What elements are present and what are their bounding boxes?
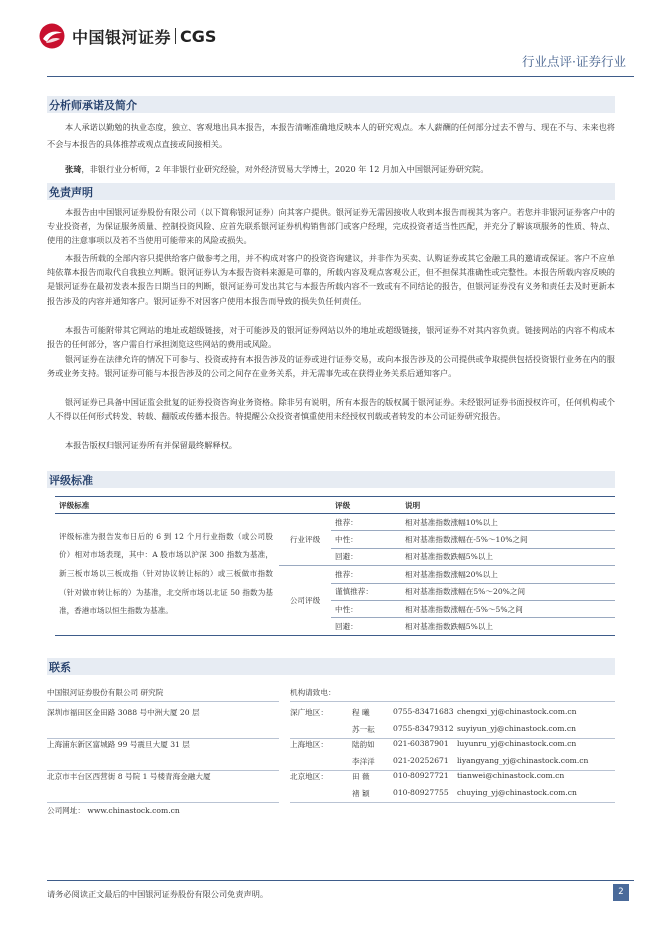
- contact-phone: 021-20252671: [393, 756, 449, 765]
- column-header: 说明: [401, 497, 615, 514]
- contact-name: 陆韵如: [352, 740, 375, 749]
- rating-explanation: 相对基准指数涨幅10%以上: [401, 514, 615, 531]
- contact-phone: 021-60387901: [393, 739, 449, 748]
- disclaimer-paragraph: 银河证券在法律允许的情况下可参与、投资或持有本报告涉及的证券或进行证券交易，或向本报告涉及的公司提供或争取提供包括投资银行业务在内的服务或业务支持。银河证券可能与本报告涉及的公司之间存在业务关系，并无需事先或在获得业务关系后通知客户。: [47, 354, 615, 379]
- divider: [47, 701, 279, 702]
- rating-level: 推荐：: [331, 566, 401, 583]
- rating-category: 公司评级: [279, 566, 331, 636]
- rating-description: 评级标准为报告发布日后的 6 到 12 个月行业指数（或公司股价）相对市场表现，其中：A 股市场以沪深 300 指数为基准，新三板市场以三板成指（针对协议转让标的）或三板做市指数（针对做市转让标的）为基准，北交所市场以北证 50 指数为基准，香港市场以恒生指数为基准。: [55, 514, 279, 636]
- rating-table: [55, 496, 615, 636]
- cgs-logo-icon: [38, 22, 66, 50]
- company-website[interactable]: 公司网址： www.chinastock.com.cn: [47, 806, 180, 815]
- contact-email[interactable]: tianwei@chinastock.com.cn: [457, 771, 565, 780]
- column-header: 评级: [331, 497, 401, 514]
- rating-level: 谨慎推荐：: [331, 583, 401, 600]
- contact-email[interactable]: liyangyang_yj@chinastock.com.cn: [457, 756, 589, 765]
- contact-name: 苏一耘: [352, 725, 375, 734]
- contact-email[interactable]: suyiyun_yj@chinastock.com.cn: [457, 724, 576, 733]
- contact-name: 李洋洋: [352, 757, 375, 766]
- rating-category: 行业评级: [279, 514, 331, 566]
- contact-email[interactable]: chengxi_yj@chinastock.com.cn: [457, 707, 577, 716]
- contact-row: [47, 805, 615, 822]
- contact-phone: 0755-83471683: [393, 707, 454, 716]
- contact-name: 田 薇: [352, 772, 370, 781]
- page-number: 2: [613, 884, 629, 901]
- office-city: 北京地区：: [290, 772, 328, 781]
- page-header: [0, 0, 662, 82]
- contact-email[interactable]: luyunru_yj@chinastock.com.cn: [457, 739, 577, 748]
- section-title: 分析师承诺及简介: [49, 99, 137, 112]
- divider: [290, 802, 615, 803]
- report-category: 行业点评·证券行业: [522, 54, 626, 69]
- contact-email[interactable]: chuying_yj@chinastock.com.cn: [457, 788, 577, 797]
- contact-phone: 010-80927755: [393, 788, 449, 797]
- commitment-text: 本人承诺以勤勉的执业态度，独立、客观地出具本报告，本报告清晰准确地反映本人的研究观点。本人薪酬的任何部分过去不曾与、现在不与、未来也将不会与本报告的具体推荐或观点直接或间接相关。: [47, 122, 615, 150]
- brand-name-cn: 中国银河证券: [72, 27, 172, 47]
- disclaimer-paragraph: 本报告可能附带其它网站的地址或超级链接，对于可能涉及的银河证券网站以外的地址或超级链接，银河证券不对其内容负责。链接网站的内容不构成本报告的任何部分，客户需自行承担浏览这些网站的费用或风险。: [47, 325, 615, 350]
- rating-level: 推荐：: [331, 514, 401, 531]
- column-header: [279, 497, 331, 514]
- sales-label: 机构请致电：: [290, 688, 336, 697]
- rating-explanation: 相对基准指数涨幅在-5%～10%之间: [401, 531, 615, 548]
- rating-explanation: 相对基准指数跌幅5%以上: [401, 548, 615, 565]
- office-city: 深广地区：: [290, 708, 328, 717]
- divider: [47, 802, 279, 803]
- section-title: 评级标准: [49, 474, 93, 487]
- section-header-rating: [47, 471, 615, 488]
- rating-explanation: 相对基准指数涨幅在-5%～5%之间: [401, 600, 615, 617]
- rating-level: 中性：: [331, 600, 401, 617]
- brand-name-en: CGS: [180, 26, 217, 46]
- office-address: 深圳市福田区金田路 3088 号中洲大厦 20 层: [47, 708, 200, 717]
- disclaimer-paragraph: 本报告由中国银河证券股份有限公司（以下简称银河证券）向其客户提供。银河证券无需因接收人收到本报告而视其为客户。若您并非银河证券客户中的专业投资者，为保证服务质量、控制投资风险、应首先联系银河证券机构销售部门或客户经理，完成投资者适当性匹配，并充分了解该项服务的性质、特点、使用的注意事项以及若不当使用可能带来的风险或损失。: [47, 207, 615, 246]
- office-address: 上海浦东新区富城路 99 号震旦大厦 31 层: [47, 740, 190, 749]
- section-header-disclaimer: [47, 183, 615, 200]
- rating-level: 回避：: [331, 618, 401, 635]
- disclaimer-paragraph: 本报告所载的全部内容只提供给客户做参考之用，并不构成对客户的投资咨询建议，并非作为买卖、认购证券或其它金融工具的邀请或保证。客户不应单纯依靠本报告而取代自我独立判断。银河证券认为本报告资料来源是可靠的，所载内容及观点客观公正，但不担保其准确性或完整性。本报告所载内容反映的是银河证券在最初发表本报告日期当日的判断，银河证券可发出其它与本报告所载内容不一致或有不同结论的报告，但银河证券没有义务和责任去及时更新本报告涉及的内容并通知客户。银河证券不对因客户使用本报告而导致的损失负任何责任。: [47, 253, 615, 306]
- rating-level: 中性：: [331, 531, 401, 548]
- contact-row: [47, 707, 615, 724]
- contact-name: 程 曦: [352, 708, 370, 717]
- divider: [290, 701, 615, 702]
- analyst-commitment: [47, 119, 615, 154]
- office-city: 上海地区：: [290, 740, 328, 749]
- table-header-row: [55, 497, 615, 514]
- rating-explanation: 相对基准指数涨幅在5%～20%之间: [401, 583, 615, 600]
- disclaimer-paragraph: 银河证券已具备中国证监会批复的证券投资咨询业务资格。除非另有说明，所有本报告的版权属于银河证券。未经银河证券书面授权许可，任何机构或个人不得以任何形式转发、转载、翻版或传播本报告。特提醒公众投资者慎重使用未经授权刊载或者转发的本公司证券研究报告。: [47, 397, 615, 422]
- analyst-bio-text: ，非银行业分析师，2 年非银行业研究经验，对外经济贸易大学博士，2020 年 12 月加入中国银河证券研究院。: [81, 164, 489, 174]
- contact-phone: 0755-83479312: [393, 724, 454, 733]
- section-header-contact: [47, 658, 615, 675]
- table-row: [55, 514, 615, 531]
- contact-row: [47, 771, 615, 788]
- contact-name: 褚 颖: [352, 789, 370, 798]
- section-title: 联系: [49, 661, 71, 674]
- company-logo: [38, 22, 216, 50]
- column-header: 评级标准: [55, 497, 279, 514]
- rating-level: 回避：: [331, 548, 401, 565]
- analyst-bio: [47, 161, 615, 178]
- section-title: 免责声明: [49, 186, 93, 199]
- rating-explanation: 相对基准指数涨幅20%以上: [401, 566, 615, 583]
- rating-explanation: 相对基准指数跌幅5%以上: [401, 618, 615, 635]
- contact-row: [47, 739, 615, 756]
- office-address: 北京市丰台区西营街 8 号院 1 号楼青海金融大厦: [47, 772, 211, 781]
- footer-divider: [47, 880, 634, 881]
- contact-phone: 010-80927721: [393, 771, 449, 780]
- logo-divider: [175, 28, 176, 44]
- footer-notice: 请务必阅读正文最后的中国银河证券股份有限公司免责声明。: [47, 889, 269, 899]
- analyst-name: 张琦: [65, 164, 82, 174]
- section-header-analyst: [47, 96, 615, 113]
- header-divider: [47, 76, 634, 77]
- company-name: 中国银河证券股份有限公司 研究院: [47, 688, 164, 697]
- disclaimer-paragraph: 本报告版权归银河证券所有并保留最终解释权。: [65, 440, 237, 450]
